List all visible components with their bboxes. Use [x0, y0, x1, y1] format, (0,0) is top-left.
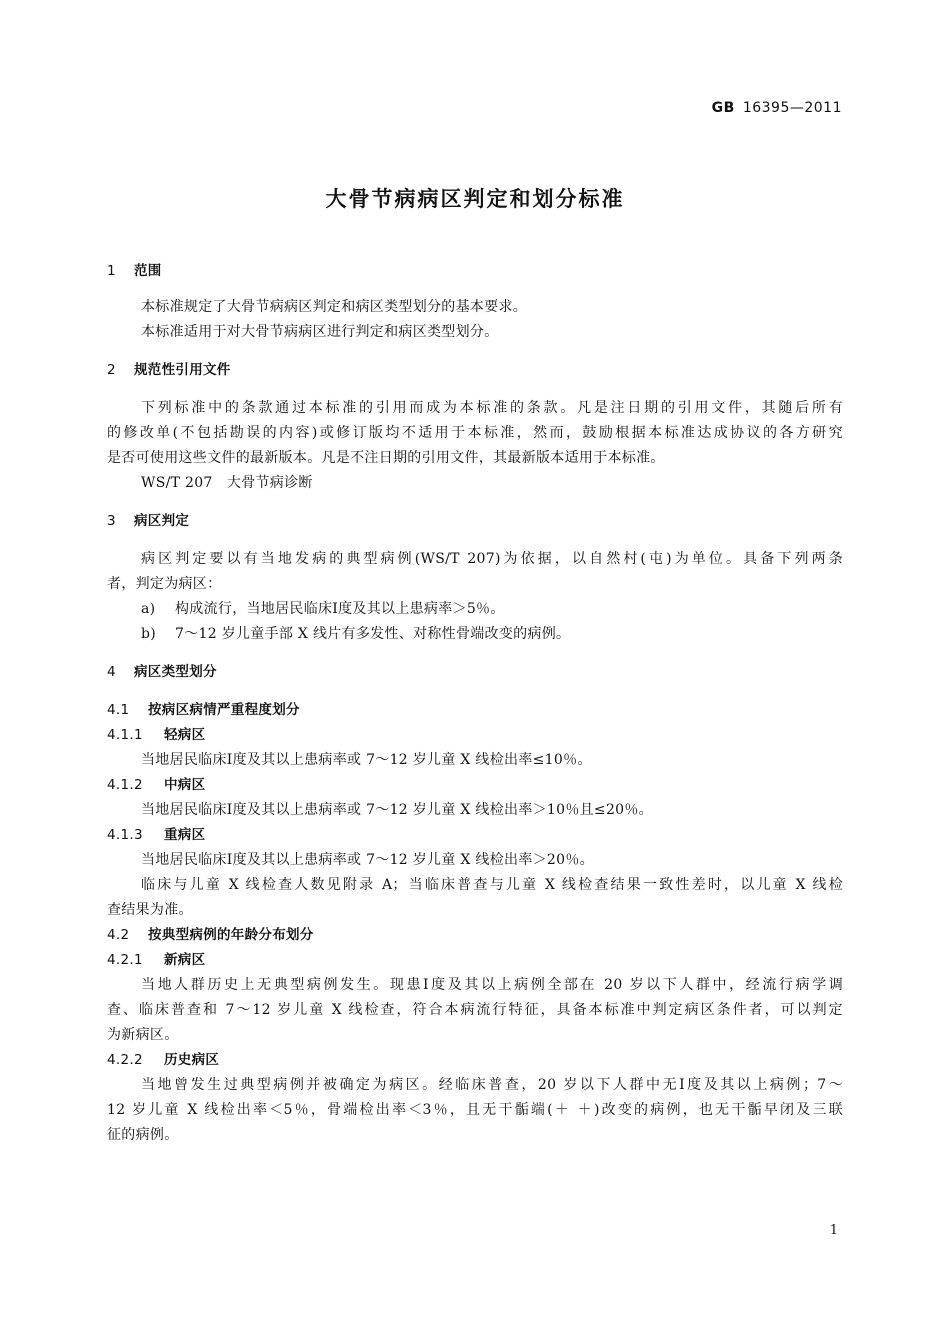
list-label: b)	[141, 626, 157, 642]
paragraph-line: 查、临床普查和 7～12 岁儿童 X 线检查，符合本病流行特征，具备本标准中判定病区条件者，可以判定	[107, 1002, 843, 1018]
section-number: 2	[107, 362, 116, 378]
paragraph: 本标准规定了大骨节病病区判定和病区类型划分的基本要求。	[141, 299, 528, 315]
paragraph: 当地居民临床Ⅰ度及其以上患病率或 7～12 岁儿童 X 线检出率≤10％。	[141, 752, 592, 768]
paragraph-line: 当地人群历史上无典型病例发生。现患Ⅰ度及其以上病例全部在 20 岁以下人群中，经流行病学调	[141, 977, 843, 993]
section-2-heading	[107, 360, 843, 380]
standard-prefix: GB	[711, 100, 735, 116]
paragraph-line: 12 岁儿童 X 线检出率＜5％，骨端检出率＜3％，且无干骺端(＋ ＋)改变的病例，也无干骺早闭及三联	[107, 1102, 843, 1118]
paragraph-line: 征的病例。	[107, 1127, 179, 1143]
list-text: 构成流行，当地居民临床Ⅰ度及其以上患病率＞5％。	[175, 601, 505, 617]
subsection-4-2-1-heading	[107, 950, 843, 970]
section-number: 4.1.2	[107, 777, 143, 793]
section-title: 范围	[134, 263, 162, 279]
section-title: 病区类型划分	[134, 664, 217, 680]
section-number: 4.1.3	[107, 827, 143, 843]
section-title: 新病区	[164, 952, 206, 968]
list-label: a)	[141, 601, 156, 617]
section-3-heading	[107, 511, 843, 531]
list-item	[141, 624, 843, 644]
subsection-4-1-3-heading	[107, 825, 843, 845]
section-title: 规范性引用文件	[134, 362, 231, 378]
paragraph-line: 查结果为准。	[107, 902, 193, 918]
paragraph: 本标准适用于对大骨节病病区进行判定和病区类型划分。	[141, 324, 499, 340]
section-title: 轻病区	[164, 727, 206, 743]
subsection-4-1-2-heading	[107, 775, 843, 795]
section-number: 4.2.2	[107, 1052, 143, 1068]
section-title: 按病区病情严重程度划分	[148, 702, 300, 718]
section-number: 4.2.1	[107, 952, 143, 968]
section-number: 4.1	[107, 702, 130, 718]
paragraph-line: 下列标准中的条款通过本标准的引用而成为本标准的条款。凡是注日期的引用文件，其随后所有	[141, 400, 843, 416]
section-4-heading	[107, 662, 843, 682]
paragraph-line: 者，判定为病区：	[107, 576, 222, 592]
subsection-4-2-2-heading	[107, 1050, 843, 1070]
subsection-4-1-1-heading	[107, 725, 843, 745]
page-number: 1	[829, 1223, 838, 1238]
section-title: 重病区	[164, 827, 206, 843]
section-number: 4.1.1	[107, 727, 143, 743]
section-1-heading	[107, 261, 843, 281]
section-number: 1	[107, 263, 116, 279]
paragraph-line: 为新病区。	[107, 1027, 179, 1043]
section-number: 3	[107, 513, 116, 529]
standard-code	[712, 100, 842, 116]
section-number: 4.2	[107, 927, 130, 943]
list-item	[141, 599, 843, 619]
paragraph-line: 当地曾发生过典型病例并被确定为病区。经临床普查，20 岁以下人群中无Ⅰ度及其以上病例；7～	[141, 1077, 843, 1093]
section-number: 4	[107, 664, 116, 680]
paragraph: 当地居民临床Ⅰ度及其以上患病率或 7～12 岁儿童 X 线检出率＞10％且≤20％。	[141, 802, 653, 818]
paragraph-line: 是否可使用这些文件的最新版本。凡是不注日期的引用文件，其最新版本适用于本标准。	[107, 450, 665, 466]
section-title: 中病区	[164, 777, 206, 793]
subsection-4-1-heading	[107, 700, 843, 720]
subsection-4-2-heading	[107, 925, 843, 945]
paragraph-line: 临床与儿童 X 线检查人数见附录 A；当临床普查与儿童 X 线检查结果一致性差时，以儿童 X 线检	[141, 877, 843, 893]
paragraph-line: 病区判定要以有当地发病的典型病例(WS/T 207)为依据，以自然村(屯)为单位。具备下列两条	[141, 551, 843, 567]
section-title: 历史病区	[164, 1052, 220, 1068]
list-text: 7～12 岁儿童手部 X 线片有多发性、对称性骨端改变的病例。	[175, 626, 571, 642]
section-title: 按典型病例的年龄分布划分	[148, 927, 314, 943]
section-title: 病区判定	[134, 513, 190, 529]
standard-number: 16395—2011	[742, 100, 842, 116]
document-title: 大骨节病病区判定和划分标准	[325, 187, 625, 211]
normative-reference: WS/T 207 大骨节病诊断	[141, 475, 313, 491]
paragraph-line: 的修改单(不包括勘误的内容)或修订版均不适用于本标准，然而，鼓励根据本标准达成协议的各方研究	[107, 425, 843, 441]
paragraph: 当地居民临床Ⅰ度及其以上患病率或 7～12 岁儿童 X 线检出率＞20％。	[141, 852, 594, 868]
